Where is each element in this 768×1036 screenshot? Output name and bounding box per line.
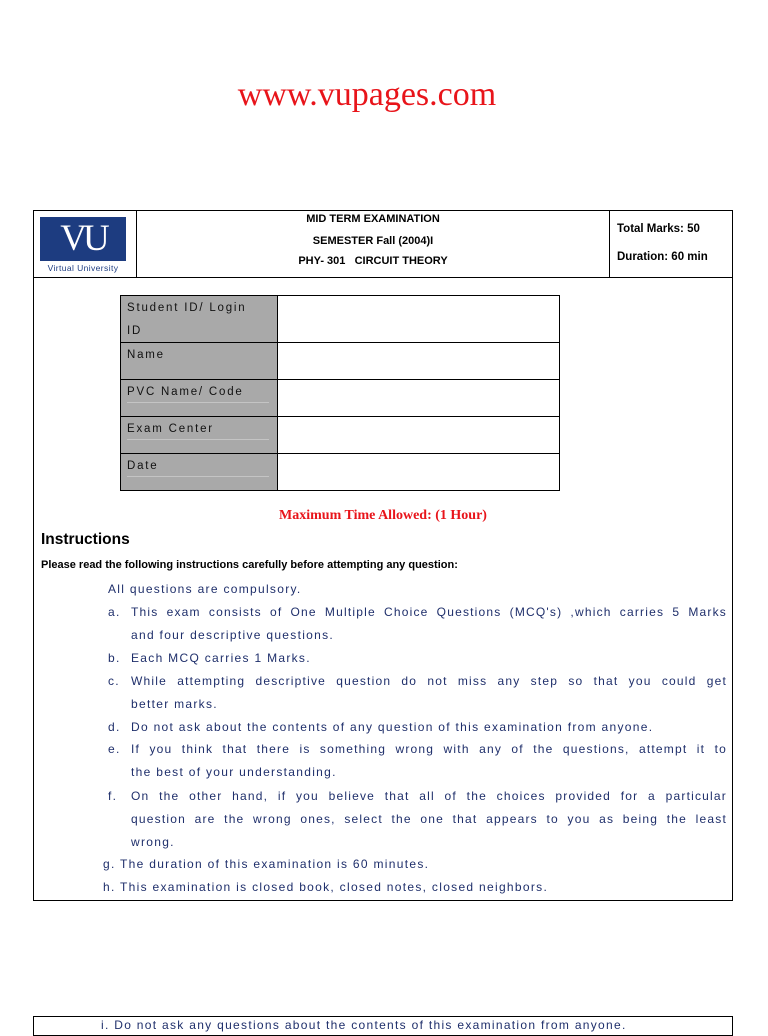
- instruction-d-line1: Do not ask about the contents of any question of this examination from anyone.: [131, 720, 654, 734]
- exam-course: PHY- 301 CIRCUIT THEORY: [298, 255, 448, 267]
- total-marks: Total Marks: 50: [617, 223, 700, 235]
- logo-cell: [34, 211, 137, 277]
- pvc-label-text: PVC Name/ Code: [127, 386, 244, 398]
- label-underline: [127, 402, 269, 403]
- date-label-text: Date: [127, 460, 159, 472]
- instructions-heading: Instructions: [41, 531, 130, 548]
- exam-semester: SEMESTER Fall (2004)I: [312, 235, 434, 247]
- instruction-a-line2: and four descriptive questions.: [131, 628, 335, 642]
- instruction-marker-a: a.: [108, 605, 121, 619]
- student-id-label-line1: Student ID/ Login: [127, 302, 247, 314]
- instruction-b-line1: Each MCQ carries 1 Marks.: [131, 651, 311, 665]
- exam-duration: Duration: 60 min: [617, 251, 708, 263]
- instruction-e-line2: the best of your understanding.: [131, 765, 337, 779]
- site-url: www.vupages.com: [237, 76, 497, 113]
- pvc-row: [121, 380, 559, 417]
- instruction-c-line1: While attempting descriptive question do not miss any step so that you could get: [131, 674, 727, 688]
- next-section-box: [33, 1016, 733, 1036]
- exam-title: MID TERM EXAMINATION: [306, 213, 440, 225]
- instruction-a-line1: This exam consists of One Multiple Choice Questions (MCQ's) ,which carries 5 Marks: [131, 605, 727, 619]
- name-label-text: Name: [127, 349, 165, 361]
- instruction-i: i. Do not ask any questions about the contents of this examination from anyone.: [101, 1018, 627, 1032]
- date-label: [121, 454, 278, 490]
- logo-subtitle: Virtual University: [47, 263, 119, 273]
- student-id-label-line2: ID: [127, 325, 143, 337]
- name-row: [121, 343, 559, 380]
- student-id-label: [121, 296, 278, 342]
- exam-header: [34, 211, 732, 278]
- instruction-f-line2: question are the wrong ones, select the one that appears to you as being the least: [131, 812, 727, 826]
- label-underline: [127, 439, 269, 440]
- instruction-marker-d: d.: [108, 720, 121, 734]
- instruction-marker-b: b.: [108, 651, 121, 665]
- virtual-university-logo: [40, 217, 126, 273]
- instruction-e-line1: If you think that there is something wrong with any of the questions, attempt it to: [131, 742, 727, 756]
- instruction-f-line1: On the other hand, if you believe that all of the choices provided for a particular: [131, 789, 727, 803]
- exam-cover-box: [33, 210, 733, 901]
- student-id-row: [121, 296, 559, 343]
- exam-center-label-text: Exam Center: [127, 423, 214, 435]
- exam-center-row: [121, 417, 559, 454]
- max-time-allowed: Maximum Time Allowed: (1 Hour): [279, 508, 487, 523]
- instruction-f-line3: wrong.: [131, 835, 175, 849]
- pvc-label: [121, 380, 278, 416]
- name-label: [121, 343, 278, 379]
- label-underline: [127, 476, 269, 477]
- instruction-g: g. The duration of this examination is 60 minutes.: [103, 857, 430, 871]
- instruction-h: h. This examination is closed book, closed notes, closed neighbors.: [103, 880, 549, 894]
- exam-title-cell: [137, 211, 610, 277]
- marks-cell: [610, 211, 732, 277]
- logo-mark: VU: [40, 217, 126, 261]
- instruction-c-line2: better marks.: [131, 697, 218, 711]
- instruction-marker-e: e.: [108, 742, 121, 756]
- instruction-marker-c: c.: [108, 674, 120, 688]
- instruction-lead: All questions are compulsory.: [108, 582, 302, 596]
- instructions-intro: Please read the following instructions carefully before attempting any question:: [41, 559, 458, 571]
- instruction-marker-f: f.: [108, 789, 118, 803]
- date-row: [121, 454, 559, 490]
- student-info-table: [120, 295, 560, 491]
- exam-center-label: [121, 417, 278, 453]
